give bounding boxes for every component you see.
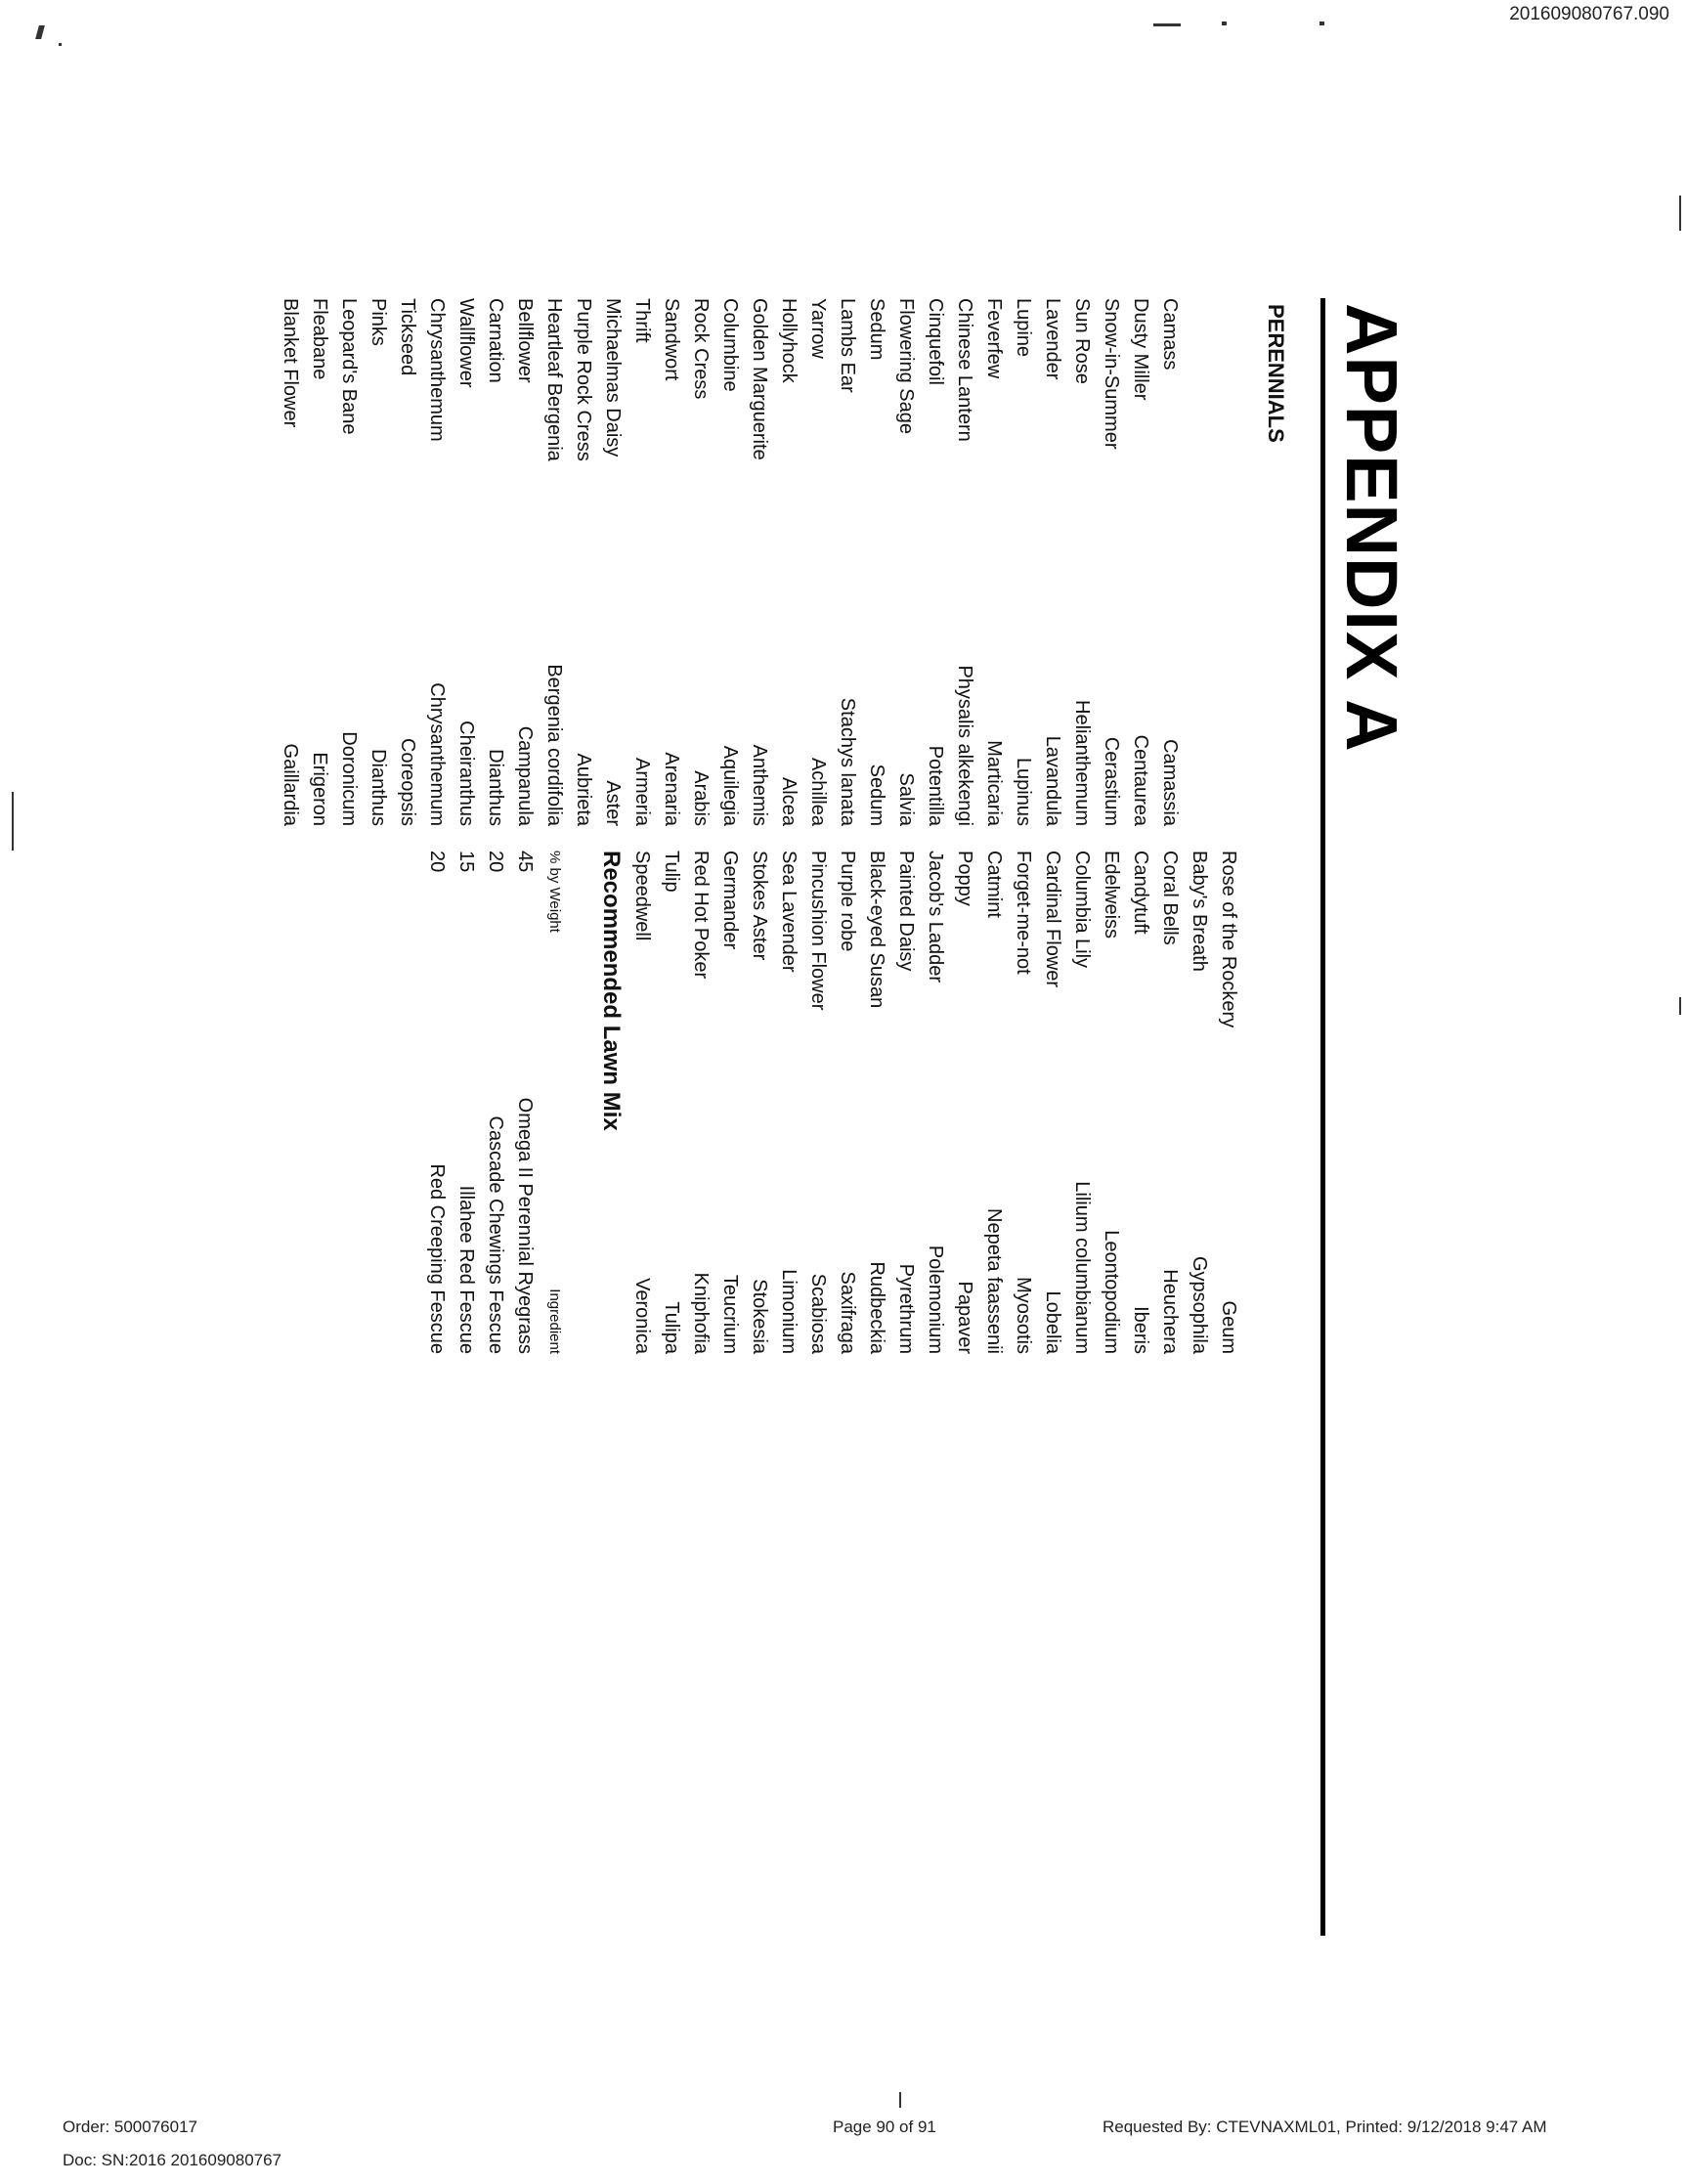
plant-common-name: Snow-in-Summer — [1101, 298, 1122, 450]
plant-common-name: Edelweiss — [1101, 851, 1122, 939]
plant-latin-name: Veronica — [631, 1278, 653, 1354]
plant-common-name: Hollyhock — [778, 298, 800, 383]
scan-speck — [1319, 22, 1324, 25]
plant-row — [334, 298, 364, 1765]
plant-latin-name: Centaurea — [1130, 734, 1151, 826]
document-id: 201609080767.090 — [1509, 4, 1669, 24]
plant-latin-name: Doronicum — [338, 731, 360, 826]
plant-latin-name: Campanula — [514, 725, 536, 826]
plant-common-name: Flowering Sage — [895, 298, 917, 434]
plant-row — [774, 298, 803, 1765]
plant-latin-name: Stachys lanata — [837, 697, 858, 826]
footer-doc: Doc: SN:2016 201609080767 — [63, 2151, 282, 2169]
plant-common-name: Lambs Ear — [837, 298, 858, 393]
plant-latin-name: Lilium columbianum — [1071, 1181, 1093, 1354]
plant-latin-name: Tulipa — [661, 1301, 682, 1354]
plant-common-name: Cinquefoil — [925, 298, 946, 385]
plant-latin-name: Nepeta faassenii — [983, 1208, 1005, 1354]
plant-row — [364, 298, 393, 1765]
plant-table — [266, 298, 1243, 1765]
plant-latin-name: Aster — [602, 780, 624, 826]
footer-requested-by: Requested By: CTEVNAXML01, Printed: 9/12/2018 9:47 AM — [1103, 2118, 1547, 2136]
weight-value: 15 — [455, 851, 477, 873]
plant-common-name: Painted Daisy — [895, 851, 917, 972]
weight-value: 20 — [426, 851, 448, 873]
plant-row — [833, 298, 862, 1765]
plant-row — [1214, 298, 1243, 1765]
scan-edge-mark — [1679, 997, 1681, 1015]
plant-common-name: Golden Marguerite — [749, 298, 770, 460]
plant-common-name: Leopard's Bane — [338, 298, 360, 435]
plant-common-name: Heartleaf Bergenia — [543, 298, 565, 461]
plant-common-name: Lavender — [1042, 298, 1063, 380]
plant-latin-name: Geum — [1218, 1300, 1239, 1354]
plant-common-name: Chinese Lantern — [954, 298, 975, 442]
plant-common-name: Coral Bells — [1159, 851, 1181, 945]
plant-latin-name: Teucrium — [719, 1274, 741, 1354]
plant-latin-name: Camassia — [1159, 739, 1181, 826]
rotated-page-content — [244, 298, 1412, 1970]
plant-common-name: Yarrow — [807, 298, 829, 359]
scan-speck — [59, 43, 62, 46]
scan-edge-mark — [899, 2092, 901, 2108]
ingredient-name: Illahee Red Fescue — [455, 1185, 477, 1354]
scan-speck — [1222, 22, 1227, 25]
plant-common-name: Columbine — [719, 298, 741, 392]
plant-latin-name: Achillea — [807, 757, 829, 826]
plant-row — [979, 298, 1009, 1765]
plant-latin-name: Lavandula — [1042, 735, 1063, 826]
plant-row — [305, 298, 334, 1765]
plant-common-name: Feverfew — [983, 298, 1005, 379]
plant-row — [276, 298, 305, 1765]
plant-common-name: Bellflower — [514, 298, 536, 383]
plant-common-name: Tulip — [661, 851, 682, 893]
plant-latin-name: Scabiosa — [807, 1273, 829, 1354]
plant-latin-name: Sedum — [866, 764, 887, 826]
section-heading: PERENNIALS — [1264, 304, 1288, 443]
plant-common-name: Michaelmas Daisy — [602, 298, 624, 458]
footer-order: Order: 500076017 — [63, 2118, 197, 2136]
plant-common-name: Purple Rock Cress — [573, 298, 594, 461]
plant-latin-name: Gypsophila — [1189, 1255, 1210, 1354]
ingredient-column-header: Ingredient — [546, 1289, 563, 1354]
plant-common-name: Cardinal Flower — [1042, 851, 1063, 988]
plant-latin-name: Salvia — [895, 772, 917, 826]
plant-row — [1126, 298, 1155, 1765]
plant-row — [1155, 298, 1185, 1765]
plant-common-name: Sandwort — [661, 298, 682, 381]
plant-common-name: Lupine — [1013, 298, 1034, 358]
plant-latin-name: Dianthus — [368, 749, 389, 826]
plant-latin-name: Helianthemum — [1071, 700, 1093, 826]
plant-common-name: Camass — [1159, 298, 1181, 371]
lawn-mix-row — [422, 851, 452, 1354]
plant-latin-name: Saxifraga — [837, 1271, 858, 1354]
plant-common-name: Speedwell — [631, 851, 653, 941]
plant-common-name: Baby's Breath — [1189, 851, 1210, 972]
plant-row — [715, 298, 745, 1765]
lawn-mix-title: Recommended Lawn Mix — [598, 851, 625, 1131]
plant-latin-name: Iberis — [1130, 1306, 1151, 1354]
plant-latin-name: Armeria — [631, 757, 653, 826]
plant-latin-name: Lobelia — [1042, 1290, 1063, 1354]
plant-row — [803, 298, 833, 1765]
plant-common-name: Columbia Lily — [1071, 851, 1093, 969]
plant-common-name: Purple robe — [837, 851, 858, 952]
ingredient-name: Red Creeping Fescue — [426, 1163, 448, 1354]
plant-common-name: Catmint — [983, 851, 1005, 918]
plant-common-name: Pincushion Flower — [807, 851, 829, 1011]
plant-latin-name: Arenaria — [661, 752, 682, 826]
plant-row — [1038, 298, 1067, 1765]
plant-common-name: Sedum — [866, 298, 887, 361]
weight-column-header: % by Weight — [546, 851, 563, 933]
plant-common-name: Sea Lavender — [778, 851, 800, 973]
plant-latin-name: Cheiranthus — [455, 721, 477, 826]
plant-latin-name: Coreopsis — [397, 737, 418, 826]
plant-latin-name: Rudbeckia — [866, 1261, 887, 1354]
plant-latin-name: Lupinus — [1013, 757, 1034, 826]
plant-common-name: Chrysanthemum — [426, 298, 448, 442]
plant-latin-name: Anthemis — [749, 744, 770, 826]
title-rule — [1320, 298, 1325, 1936]
plant-latin-name: Potentilla — [925, 745, 946, 826]
plant-common-name: Sun Rose — [1071, 298, 1093, 384]
plant-common-name: Rock Cress — [690, 298, 712, 400]
plant-common-name: Pinks — [368, 298, 389, 346]
plant-common-name: Candytuft — [1130, 851, 1151, 935]
plant-row — [657, 298, 686, 1765]
plant-common-name: Poppy — [954, 851, 975, 906]
page-title: APPENDIX A — [1331, 303, 1412, 753]
plant-latin-name: Heuchera — [1159, 1269, 1181, 1354]
plant-row — [862, 298, 891, 1765]
plant-common-name: Jacob's Ladder — [925, 851, 946, 983]
plant-row — [1097, 298, 1126, 1765]
ingredient-name: Omega II Perennial Ryegrass — [514, 1097, 536, 1354]
plant-latin-name: Myosotis — [1013, 1277, 1034, 1354]
weight-value: 45 — [514, 851, 536, 873]
ingredient-name: Cascade Chewings Fescue — [485, 1115, 506, 1354]
lawn-mix-row — [481, 851, 510, 1354]
plant-latin-name: Erigeron — [309, 752, 330, 826]
footer-page-number: Page 90 of 91 — [833, 2118, 936, 2136]
plant-common-name: Rose of the Rockery — [1218, 851, 1239, 1028]
plant-common-name: Germander — [719, 851, 741, 950]
plant-latin-name: Marticaria — [983, 740, 1005, 826]
plant-latin-name: Papaver — [954, 1281, 975, 1354]
plant-latin-name: Chrysanthemum — [426, 682, 448, 826]
plant-common-name: Stokes Aster — [749, 851, 770, 961]
plant-common-name: Wallflower — [455, 298, 477, 388]
plant-row — [627, 298, 657, 1765]
plant-row — [393, 298, 422, 1765]
plant-latin-name: Alcea — [778, 776, 800, 826]
plant-latin-name: Stokesia — [749, 1279, 770, 1354]
plant-common-name: Black-eyed Susan — [866, 851, 887, 1009]
plant-common-name: Blanket Flower — [280, 298, 301, 428]
plant-latin-name: Aquilegia — [719, 745, 741, 826]
plant-latin-name: Gaillardia — [280, 743, 301, 826]
plant-common-name: Red Hot Poker — [690, 851, 712, 980]
plant-row — [921, 298, 950, 1765]
plant-latin-name: Limonium — [778, 1269, 800, 1354]
scan-speck — [35, 25, 45, 39]
scan-edge-mark — [12, 792, 14, 851]
lawn-mix-header — [540, 851, 569, 1354]
plant-latin-name: Polemonium — [925, 1245, 946, 1354]
plant-row — [950, 298, 979, 1765]
plant-row — [1067, 298, 1097, 1765]
plant-common-name: Thrift — [631, 298, 653, 343]
plant-latin-name: Kniphofia — [690, 1272, 712, 1354]
scan-edge-mark — [1679, 196, 1681, 231]
plant-common-name: Carnation — [485, 298, 506, 383]
plant-latin-name: Pyrethrum — [895, 1263, 917, 1354]
weight-value: 20 — [485, 851, 506, 873]
plant-latin-name: Arabis — [690, 770, 712, 826]
lawn-mix-row — [452, 851, 481, 1354]
plant-row — [891, 298, 921, 1765]
plant-latin-name: Dianthus — [485, 749, 506, 826]
plant-latin-name: Cerastium — [1101, 736, 1122, 826]
plant-row — [1009, 298, 1038, 1765]
plant-row — [686, 298, 715, 1765]
lawn-mix-row — [510, 851, 540, 1354]
plant-common-name: Tickseed — [397, 298, 418, 376]
plant-common-name: Forget-me-not — [1013, 851, 1034, 975]
plant-common-name: Fleabane — [309, 298, 330, 380]
scan-speck — [1153, 23, 1181, 26]
plant-latin-name: Physalis alkekengi — [954, 665, 975, 826]
plant-latin-name: Aubrieta — [573, 753, 594, 826]
plant-row — [1185, 298, 1214, 1765]
plant-row — [745, 298, 774, 1765]
plant-latin-name: Leontopodium — [1101, 1230, 1122, 1354]
plant-common-name: Dusty Miller — [1130, 298, 1151, 401]
plant-latin-name: Bergenia cordifolia — [543, 664, 565, 826]
